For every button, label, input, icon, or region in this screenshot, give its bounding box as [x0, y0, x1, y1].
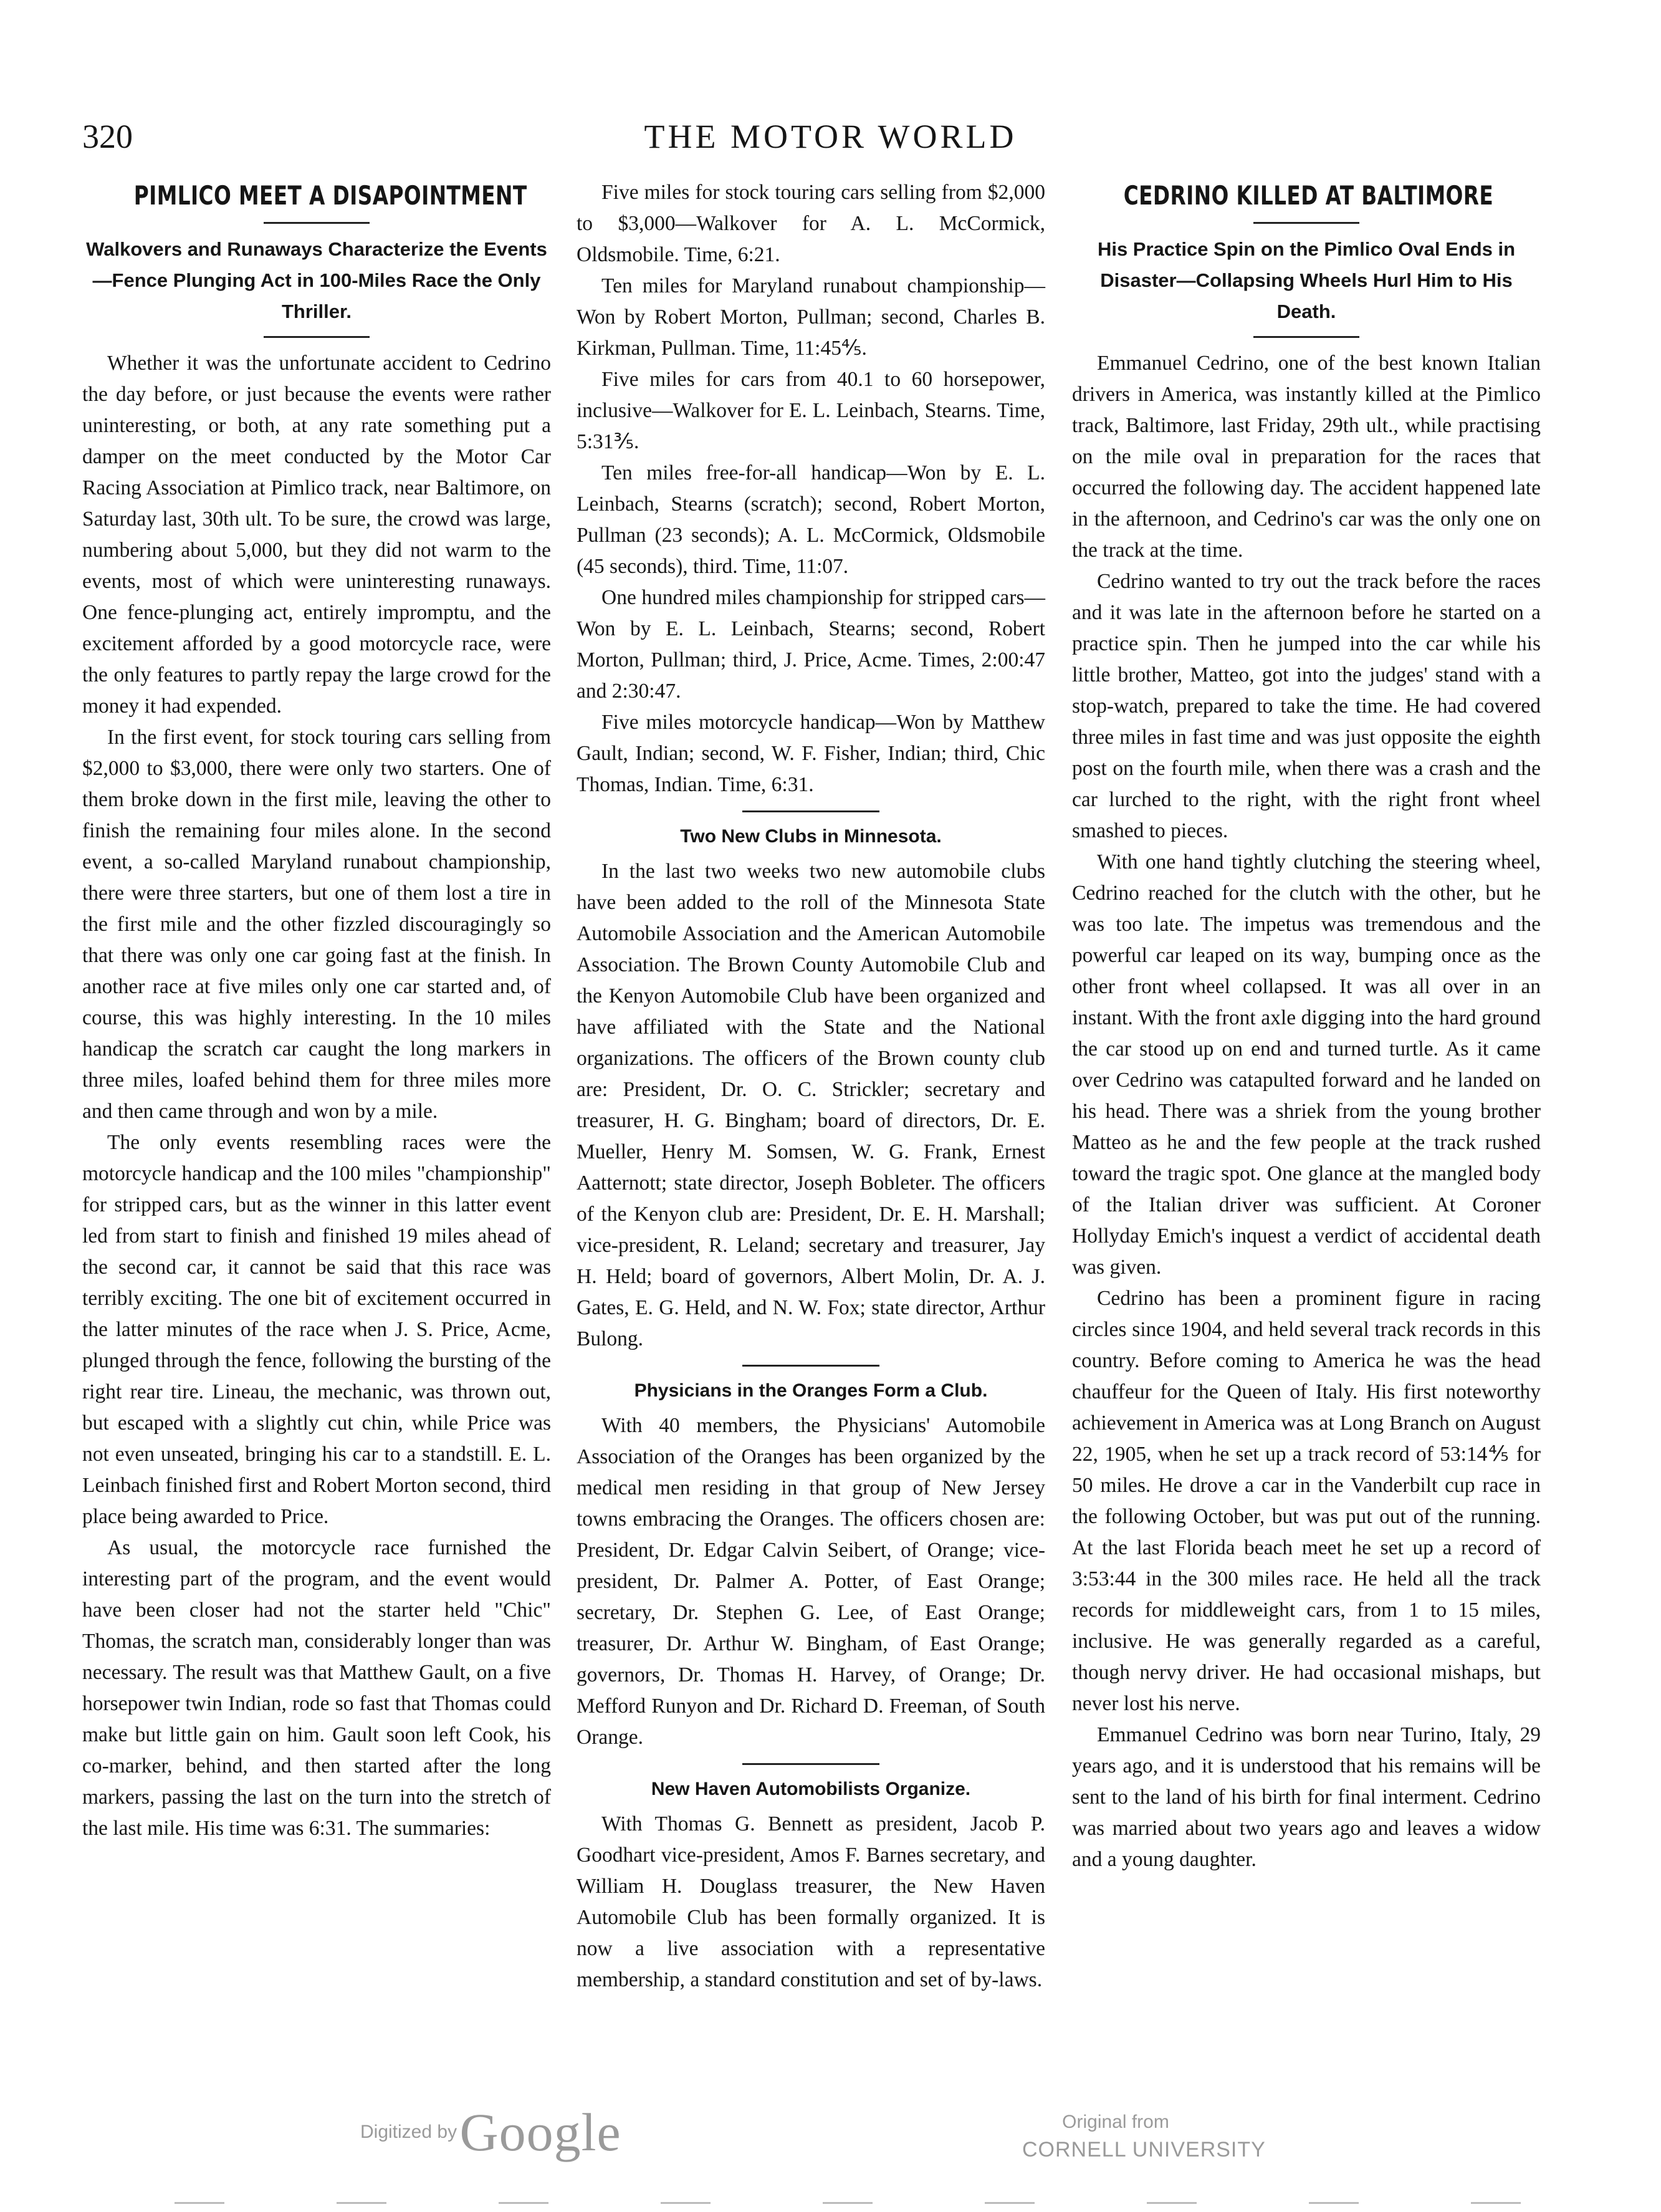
edge-mark — [499, 2202, 548, 2204]
section-divider — [742, 1763, 879, 1765]
edge-mark — [661, 2202, 711, 2204]
edge-mark — [1309, 2202, 1359, 2204]
masthead: THE MOTOR WORLD — [644, 118, 1017, 155]
article-paragraph: In the first event, for stock touring cars selling from $2,000 to $3,000, there were only two starters. One of them broke down in the first mile, leaving the other to finish the remaining four miles alone. In the second event, a so-called Maryland runabout championship, there were three starters, but one of them lost a tire in the first mile and the other fizzled discouragingly so that there was only one car going fast at the finish. In another race at five miles only one car started and, of course, this was highly interesting. In the 10 miles handicap the scratch car caught the long markers in three miles, loafed behind them for three miles more and then came through and won by a mile. — [82, 726, 551, 1123]
article-headline: PIMLICO MEET A DISAPOINTMENT — [133, 180, 527, 211]
google-logo: Google — [459, 2102, 621, 2162]
article-paragraph: Whether it was the unfortunate accident to Cedrino the day before, or just because the events were rather uninteresting, or both, at any rate something put a damper on the meet conducted by the Motor Car Racing Association at Pimlico track, near Baltimore, on Saturday last, 30th ult. To be sure, the crowd was large, numbering about 5,000, but they did not warm to the events, most of which were uninteresting runaways. One fence-plunging act, entirely impromptu, and the excitement afforded by a good motorcycle race, were the only features to partly repay the large crowd for the money it had expended. — [82, 352, 551, 718]
headline-rule — [264, 222, 370, 224]
article-paragraph: Emmanuel Cedrino was born near Turino, Italy, 29 years ago, and it is understood that his remains will be sent to the land of his birth for final interment. Cedrino was married about two years ago and leaves a widow and a young daughter. — [1072, 1723, 1541, 1871]
article-paragraph: The only events resembling races were the motorcycle handicap and the 100 miles "championship" for stripped cars, but as the winner in this latter event led from start to finish and finished 19 miles ahead of the second car, it cannot be said that this race was terribly exciting. The one bit of excitement occurred in the latter minutes of the race when J. S. Price, Acme, plunged through the fence, following the bursting of the right rear tire. Lineau, the mechanic, was thrown out, but escaped with a slightly cut chin, while Price was not even unseated, bringing his car to a standstill. E. L. Leinbach finished first and Robert Morton second, third place being awarded to Price. — [82, 1131, 551, 1528]
article-deck: His Practice Spin on the Pimlico Oval Ends in Disaster—Collapsing Wheels Hurl Him to His Death. — [1097, 238, 1516, 322]
column-2 — [577, 177, 1045, 1996]
race-summary: One hundred miles championship for stripped cars—Won by E. L. Leinbach, Stearns; second, Robert Morton, Pullman; third, J. Price, Acme. Times, 2:00:47 and 2:30:47. — [577, 586, 1045, 703]
race-summary: Ten miles for Maryland runabout championship—Won by Robert Morton, Pullman; second, Charles B. Kirkman, Pullman. Time, 11:45⅘. — [577, 274, 1045, 360]
edge-mark — [1471, 2202, 1521, 2204]
article-paragraph: Cedrino wanted to try out the track before the races and it was late in the afternoon before he started on a practice spin. Then he jumped into the car while his little brother, Matteo, got into the judges' stand with a stop-watch, prepared to take the time. He had covered three miles in fast time and was just opposite the eighth post on the fourth mile, when there was a crash and the car lurched to the right, with the right front wheel smashed to pieces. — [1072, 570, 1541, 842]
section-divider — [742, 1365, 879, 1367]
article-paragraph: Emmanuel Cedrino, one of the best known Italian drivers in America, was instantly killed at the Pimlico track, Baltimore, last Friday, 29th ult., while practising on the mile oval in preparation for the races that occurred the following day. The accident happened late in the afternoon, and Cedrino's car was the only one on the track at the time. — [1072, 352, 1541, 562]
article-paragraph: In the last two weeks two new automobile clubs have been added to the roll of the Minnesota State Automobile Association and the American Automobile Association. The Brown County Automobile Club and the Kenyon Automobile Club have been organized and have affiliated with the State and the National organizations. The officers of the Brown county club are: President, Dr. O. C. Strickler; secretary and treasurer, H. G. Bingham; board of directors, Dr. E. Mueller, Henry M. Somsen, W. G. Frank, Ernest Aatternott; state director, Joseph Bobleter. The officers of the Kenyon club are: President, Dr. E. H. Marshall; vice-president, R. Leland; secretary and treasurer, Jay H. Held; board of governors, Albert Molin, Dr. A. J. Gates, E. G. Held, and N. W. Fox; state director, Arthur Bulong. — [577, 860, 1045, 1350]
edge-mark — [1147, 2202, 1197, 2204]
article-paragraph: As usual, the motorcycle race furnished the interesting part of the program, and the event would have been closer had not the starter held "Chic" Thomas, the scratch man, considerably longer than was necessary. The result was that Matthew Gault, on a five horsepower twin Indian, rode so fast that Thomas could make but little gain on him. Gault soon left Cook, his co-marker, behind, and then started after the long markers, passing the last on the turn into the stretch of the last mile. His time was 6:31. The summaries: — [82, 1536, 551, 1840]
edge-mark — [175, 2202, 224, 2204]
original-from-label: Original from — [1062, 2112, 1169, 2132]
deck-rule — [1253, 336, 1359, 338]
article-headline: CEDRINO KILLED AT BALTIMORE — [1123, 180, 1494, 211]
edge-mark — [823, 2202, 873, 2204]
edge-mark — [985, 2202, 1035, 2204]
column-1 — [82, 177, 551, 1844]
race-summary: Ten miles free-for-all handicap—Won by E. L. Leinbach, Stearns (scratch); second, Robert Morton, Pullman (23 seconds); A. L. McCormick, Oldsmobile (45 seconds), third. Time, 11:07. — [577, 461, 1045, 578]
edge-mark — [337, 2202, 386, 2204]
headline-rule — [1253, 222, 1359, 224]
institution-name: CORNELL UNIVERSITY — [1022, 2138, 1266, 2162]
article-paragraph: With one hand tightly clutching the steering wheel, Cedrino reached for the clutch with the other, but he was too late. The impetus was tremendous and the powerful car leaped on its way, bumping once as the other front wheel collapsed. It was all over in an instant. With the front axle digging into the hard ground the car stood up on end and turned turtle. As it came over Cedrino was catapulted forward and he landed on his head. There was a shriek from the young brother Matteo as he and the few people at the track rushed toward the tragic spot. One glance at the mangled body of the Italian driver was sufficient. At Coroner Hollyday Emich's inquest a verdict of accidental death was given. — [1072, 850, 1541, 1279]
article-headline: Two New Clubs in Minnesota. — [680, 826, 942, 847]
column-3 — [1072, 177, 1541, 1875]
section-divider — [742, 810, 879, 812]
scan-edge-marks — [0, 2202, 1661, 2205]
race-summary: Five miles motorcycle handicap—Won by Matthew Gault, Indian; second, W. F. Fisher, Indian; third, Chic Thomas, Indian. Time, 6:31. — [577, 711, 1045, 796]
page-number: 320 — [82, 118, 133, 155]
article-paragraph: With 40 members, the Physicians' Automobile Association of the Oranges has been organized by the medical men residing in that group of New Jersey towns embracing the Oranges. The officers chosen are: President, Dr. Edgar Calvin Seibert, of Orange; vice-president, Dr. Palmer A. Potter, of East Orange; secretary, Dr. Stephen G. Lee, of East Orange; treasurer, Dr. Arthur W. Bingham, of East Orange; governors, Dr. Thomas H. Harvey, of Orange; Dr. Mefford Runyon and Dr. Richard D. Freeman, of South Orange. — [577, 1414, 1045, 1749]
digitized-by-label: Digitized by — [360, 2122, 457, 2142]
article-paragraph: With Thomas G. Bennett as president, Jacob P. Goodhart vice-president, Amos F. Barnes secretary, and William H. Douglass treasurer, the New Haven Automobile Club has been formally organized. It is now a live association with a representative membership, a standard constitution and set of by-laws. — [577, 1812, 1045, 1991]
article-deck: Walkovers and Runaways Characterize the Events—Fence Plunging Act in 100-Miles Race the Only Thriller. — [86, 238, 547, 322]
article-headline: Physicians in the Oranges Form a Club. — [634, 1380, 988, 1401]
deck-rule — [264, 336, 370, 338]
article-paragraph: Cedrino has been a prominent figure in racing circles since 1904, and held several track records in this country. Before coming to America he was the head chauffeur for the Queen of Italy. His first noteworthy achievement in America was at Long Branch on August 22, 1905, when he set up a track record of 53:14⅘ for 50 miles. He drove a car in the Vanderbilt cup race in the following October, but was put out of the running. At the last Florida beach meet he set up a record of 3:53:44 in the 300 miles race. He held all the track records for middleweight cars, from 1 to 15 miles, inclusive. He was generally regarded as a careful, though nervy driver. He had occasional mishaps, but never lost his nerve. — [1072, 1287, 1541, 1715]
race-summary: Five miles for cars from 40.1 to 60 horsepower, inclusive—Walkover for E. L. Leinbach, Stearns. Time, 5:31⅗. — [577, 368, 1045, 453]
source-watermark — [1022, 2109, 1266, 2163]
article-headline: New Haven Automobilists Organize. — [651, 1779, 971, 1799]
digitized-by-watermark — [360, 2101, 621, 2163]
race-summary: Five miles for stock touring cars selling from $2,000 to $3,000—Walkover for A. L. McCormick, Oldsmobile. Time, 6:21. — [577, 181, 1045, 266]
